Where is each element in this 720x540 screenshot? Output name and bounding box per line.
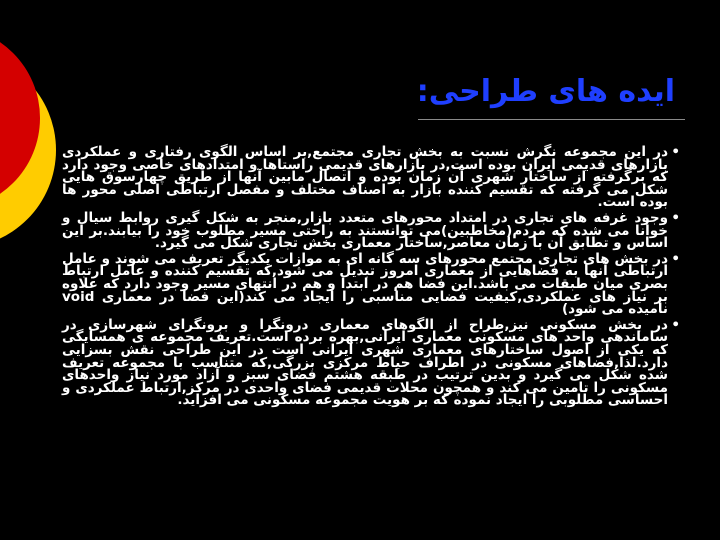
bullet-marker: • <box>671 316 680 333</box>
paragraph-text: در این مجموعه نگرش نسبت به بخش تجاری مجتمع,بر اساس الگوی رفتاری و عملکردی بازارهای قدیمی ایران بوده است,در بازارهای قدیمی راستاها و امتدادهای خاصی وجود دارد که برگرفته از ساختار شهری آن زمان بوده و اتصال مابین آنها از طریق چهارسوق هایی شکل می گرفته که تقسیم کننده بازار به اصناف مختلف و مفصل ارتباطی اصلی محور ها بوده است. <box>62 144 668 211</box>
slide-title: ایده های طراحی: <box>416 74 675 109</box>
title-divider <box>418 119 685 120</box>
paragraph-text: وجود غرفه های تجاری در امتداد محورهای متعدد بازار,منجر به شکل گیری روابط سیال و خوانا می شده که مردم(مخاطبین)می توانستند به راحتی مسیر مطلوب خود را بیابند.بر این اساس و تطابق آن با زمان معاصر,ساختار معماری بخش تجاری شکل می گیرد. <box>62 209 668 252</box>
paragraph-void-space <box>62 250 680 318</box>
bullet-marker: • <box>671 209 680 226</box>
paragraph-residential <box>62 316 680 409</box>
paragraph-bazaar-pattern <box>62 146 680 209</box>
paragraph-text: در بخش های تجاری مجتمع محورهای سه گانه ای به موازات یکدیگر تعریف می شوند و عامل ارتباطی آنها به فضاهایی از معماری امروز تبدیل می شود,که تقسیم کننده و عامل ارتباط بصری میان طبقات می باشد.این فضا هم در ابتدا و هم در انتهای مسیر وجود دارد که علاوه بر نیاز های عملکردی,کیفیت فضایی مناسبی را ایجاد می کند(این فضا در معماری void نامیده می شود) <box>62 250 668 318</box>
paragraph-text: در بخش مسکونی نیز,طراح از الگوهای معماری درونگرا و برونگرای شهرسازی در ساماندهی واحد های مسکونی معماری ایرانی,بهره برده است.تعریف مجموعه ی همسایگی که یکی از اصول ساختارهای معماری شهری ایرانی است در این طراحی نقش بسزایی دارد.لذا,فضاهای مسکونی در اطراف حیاط مرکزی بزرگی,که متناسب با مجموعه تعریف شده شکل می گیرد و بدین ترتیب در طبقه هشتم فضای سبز و آزاد مورد نیاز واحدهای مسکونی را تامین می کند و همچون محلات قدیمی فضای واحدی در مرکز,ارتباط عملکردی و احساسی مطلوبی را ایجاد نموده که بر هویت مجموعه مسکونی می افزاید. <box>62 316 668 409</box>
bullet-marker: • <box>671 144 680 160</box>
slide-body <box>62 146 680 410</box>
bullet-marker: • <box>671 250 680 267</box>
paragraph-shop-axes <box>62 209 680 252</box>
